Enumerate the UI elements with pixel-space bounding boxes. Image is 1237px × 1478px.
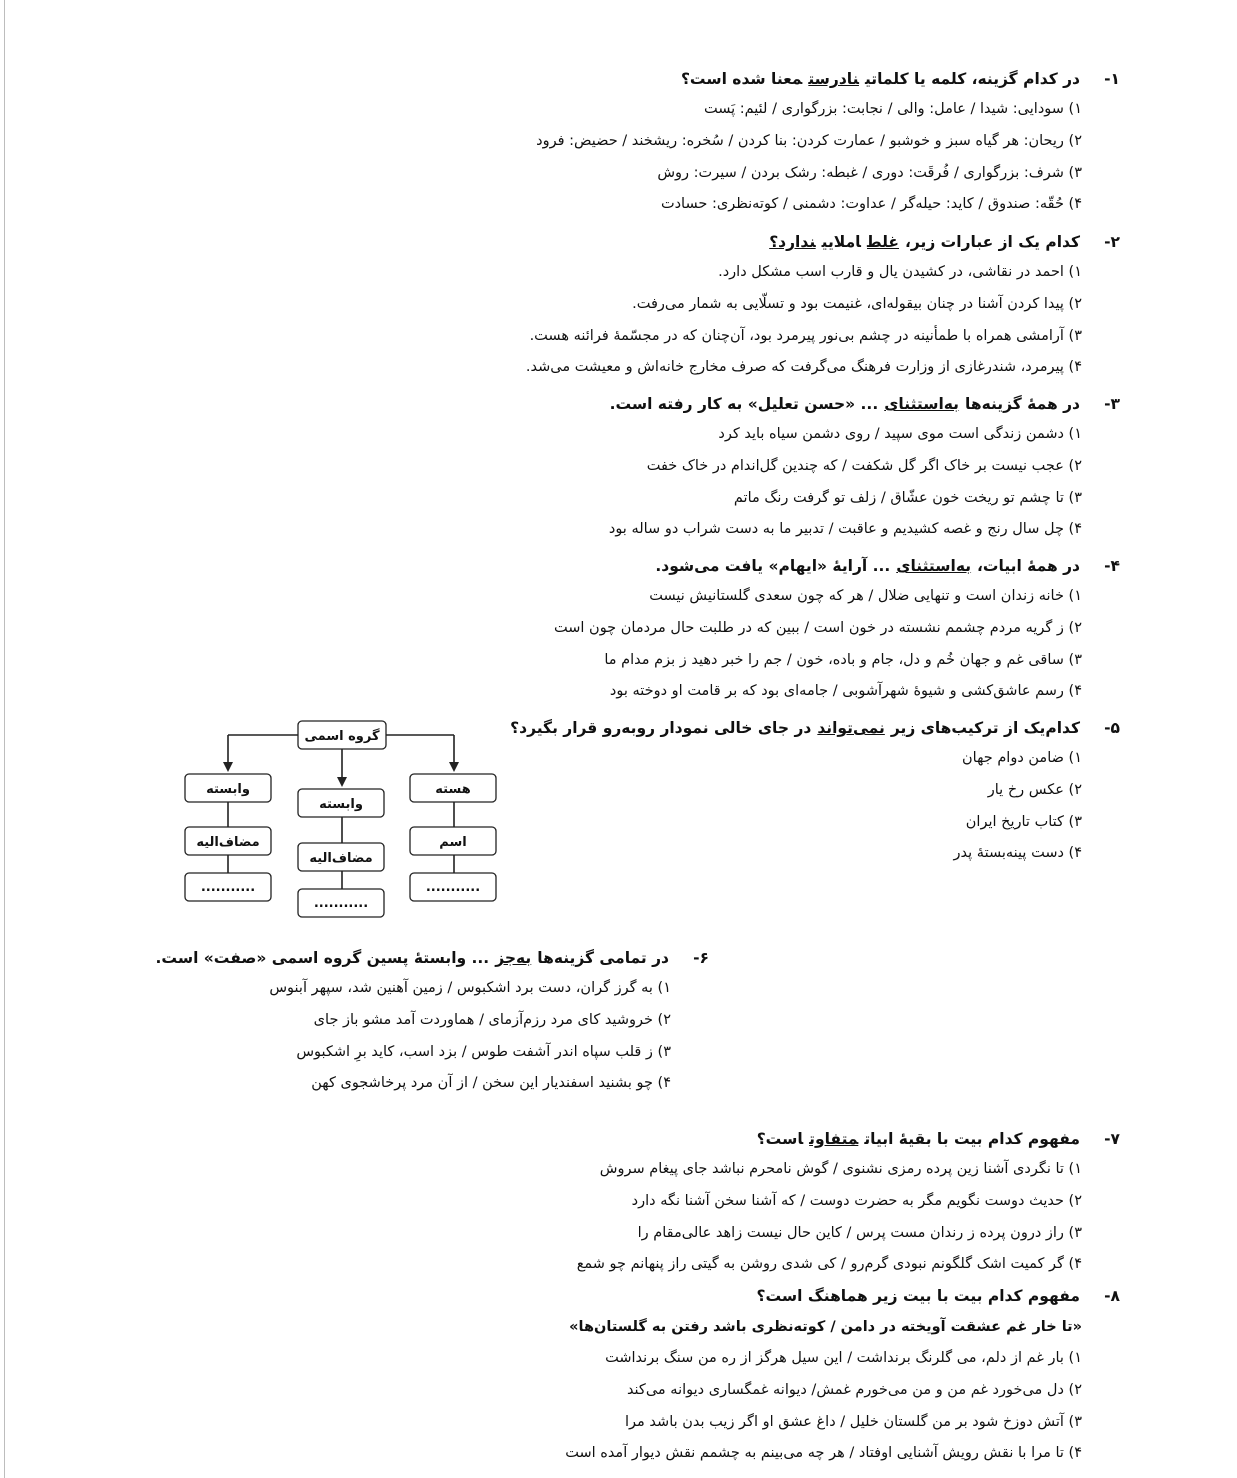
noun-group-diagram [178,715,508,925]
question-number: ۶- [693,949,709,967]
emphasis-word: به‌استثنای [884,395,960,413]
diagram-label-vabasteh-left: وابسته [206,782,250,797]
emphasis-word: نادرست [808,70,859,88]
question-number: ۲- [1104,233,1120,251]
question-1 [536,64,1120,221]
diagram-label-blank-mid: ........... [313,896,369,911]
question-4-stem: ۴-در همهٔ ابیات،به‌استثنای... آرایهٔ «ایهام» یافت می‌شود. [554,551,1120,581]
question-3 [609,389,1120,546]
option-2[interactable]: ۲) حدیث دوست نگویم مگر به حضرت دوست / که آشنا سخن آشنا نگه دارد [631,1192,1082,1209]
option-4[interactable]: ۴) چو بشنید اسفندیار این سخن / از آن مرد پرخاشجوی کهن [311,1075,671,1092]
option-3[interactable]: ۳) ساقی غم و جهان خُم و دل، جام و باده، خون / جم را خبر دهید ز بزم مدام ما [604,651,1082,668]
option-3[interactable]: ۳) شرف: بزرگواری / فُرقَت: دوری / غبطه: رشک بردن / سیرت: روش [657,164,1082,181]
diagram-label-blank-left: ........... [200,880,256,895]
option-4[interactable]: ۴) گر کمیت اشک گلگونم نبودی گرم‌رو / کی شدی روشن به گیتی راز پنهانم چو شمع [576,1256,1082,1273]
option-4[interactable]: ۴) تا مرا با نقش رویش آشنایی اوفتاد / هر چه می‌بینم به چشمم نقش دیوار آمده است [565,1445,1082,1462]
option-1[interactable]: ۱) خانه زندان است و تنهایی ضلال / هر که چون سعدی گلستانیش نیست [649,588,1082,604]
option-4[interactable]: ۴) رسم عاشق‌کشی و شیوهٔ شهرآشوبی / جامه‌ای بود که بر قامت او دوخته بود [609,683,1082,700]
question-3-stem: ۳-در همهٔ گزینه‌هابه‌استثنای... «حسن تعلیل» به کار رفته است. [609,389,1120,419]
question-2-stem: ۲-کدام یک از عبارات زیر،غلطاملاییندارد؟ [526,227,1120,257]
option-2[interactable]: ۲) ز گریه مردم چشمم نشسته در خون است / ببین که در طلبت حال مردمان چون است [554,619,1082,636]
option-1[interactable]: ۱) تا نگردی آشنا زین پرده رمزی نشنوی / گوش نامحرم نباشد جای پیغام سروش [599,1161,1082,1177]
option-2[interactable]: ۲) دل می‌خورد غم من و من می‌خورم غمش/ دیوانه غمگساری دیوانه می‌کند [626,1381,1082,1398]
option-1[interactable]: ۱) بار غم از دلم، می گلرنگ برنداشت / این سیل هرگز از ره من سنگ برنداشت [605,1350,1082,1366]
option-2[interactable]: ۲) عجب نیست بر خاک اگر گل شکفت / که چندین گل‌اندام در خاک خفت [646,457,1082,474]
question-7-stem: ۷-مفهوم کدام بیت با بقیهٔ ابیاتمتفاوتاست؟ [577,1124,1120,1154]
option-4[interactable]: ۴) دست پینه‌بستهٔ پدر [953,845,1082,862]
emphasis-word: نمی‌تواند [817,719,885,737]
option-1[interactable]: ۱) به گرز گران، دست برد اشکبوس / زمین آهنین شد، سپهر آبنوس [269,980,671,996]
option-3[interactable]: ۳) راز درون پرده ز رندان مست پرس / کاین حال نیست زاهد عالی‌مقام را [637,1224,1082,1241]
page-edge-line [4,0,5,1478]
diagram-label-mozaf-left: مضاف‌الیه [196,835,260,850]
question-number: ۵- [1104,719,1120,737]
question-7 [577,1124,1120,1281]
question-number: ۴- [1104,557,1120,575]
diagram-label-esm: اسم [439,835,467,850]
option-3[interactable]: ۳) آتش دوزخ شود بر من گلستان خلیل / داغ عشق او اگر زیب بدن باشد مرا [625,1413,1082,1430]
option-2[interactable]: ۲) پیدا کردن آشنا در چنان بیقوله‌ای، غنیمت بود و تسلّایی به شمار می‌رفت. [632,295,1082,312]
diagram-label-hasteh: هسته [435,782,471,797]
option-1[interactable]: ۱) سودایی: شیدا / عامل: والی / نجابت: بزرگواری / لئیم: پَست [703,101,1082,117]
option-2[interactable]: ۲) خروشید کای مرد رزم‌آزمای / هماوردت آمد مشو باز جای [313,1011,671,1028]
question-8-stem: ۸-مفهوم کدام بیت با بیت زیر هماهنگ است؟ [565,1281,1120,1311]
option-1[interactable]: ۱) ضامن دوام جهان [962,750,1082,766]
question-number: ۱- [1104,70,1120,88]
question-1-stem: ۱-در کدام گزینه، کلمه یا کلماتینادرستمعنا شده است؟ [536,64,1120,94]
quoted-verse: «تا خار غم عشقت آویخته در دامن / کوته‌نظری باشد رفتن به گلستان‌ها» [569,1319,1082,1335]
question-5-stem: ۵-کدام‌یک از ترکیب‌های زیرنمی‌توانددر جای خالی نمودار روبه‌رو قرار بگیرد؟ [510,713,1120,743]
question-8 [565,1281,1120,1470]
option-4[interactable]: ۴) پیرمرد، شندرغازی از وزارت فرهنگ می‌گرفت که صرف مخارج خانه‌اش و معیشت می‌شد. [525,359,1082,376]
question-6-stem: ۶-در تمامی گزینه‌هابه‌جز... وابستهٔ پسین گروه اسمی «صفت» است. [156,943,709,973]
option-4[interactable]: ۴) چل سال رنج و غصه کشیدیم و عاقبت / تدبیر ما به دست شراب دو ساله بود [608,521,1082,538]
question-number: ۷- [1104,1130,1120,1148]
question-5 [510,713,1120,870]
question-2 [526,227,1120,384]
option-1[interactable]: ۱) دشمن زندگی است موی سپید / روی دشمن سیاه باید کرد [718,426,1082,442]
question-6 [156,943,709,1100]
option-2[interactable]: ۲) عکس رخ یار [987,781,1082,798]
question-number: ۳- [1104,395,1120,413]
diagram-label-vabasteh-mid: وابسته [319,797,363,812]
diagram-label-root: گروه اسمی [304,729,380,744]
emphasis-word: متفاوت [809,1130,859,1148]
emphasis-word: ندارد؟ [769,233,816,251]
emphasis-word: به‌جز [495,949,532,967]
diagram-label-blank-right: ........... [425,880,481,895]
question-4 [554,551,1120,708]
option-3[interactable]: ۳) ز قلب سپاه اندر آشفت طوس / بزد اسب، کاید برِ اشکبوس [296,1043,671,1060]
option-3[interactable]: ۳) تا چشم تو ریخت خون عشّاق / زلف تو گرفت رنگ ماتم [733,489,1082,506]
diagram-label-mozaf-mid: مضاف‌الیه [309,851,373,866]
option-3[interactable]: ۳) کتاب تاریخ ایران [965,813,1082,830]
option-3[interactable]: ۳) آرامشی همراه با طمأنینه در چشم بی‌نور پیرمرد بود، آن‌چنان که در مجسّمهٔ فرائنه هست. [529,327,1082,344]
emphasis-word: غلط [867,233,900,251]
question-number: ۸- [1104,1287,1120,1305]
emphasis-word: به‌استثنای [896,557,972,575]
option-2[interactable]: ۲) ریحان: هر گیاه سبز و خوشبو / عمارت کردن: بنا کردن / سُخره: ریشخند / حضیض: فرود [536,132,1082,149]
option-4[interactable]: ۴) حُقّه: صندوق / کاید: حیله‌گر / عداوت: دشمنی / کوته‌نظری: حسادت [660,196,1082,213]
option-1[interactable]: ۱) احمد در نقاشی، در کشیدن یال و قارب اسب مشکل دارد. [718,264,1082,280]
